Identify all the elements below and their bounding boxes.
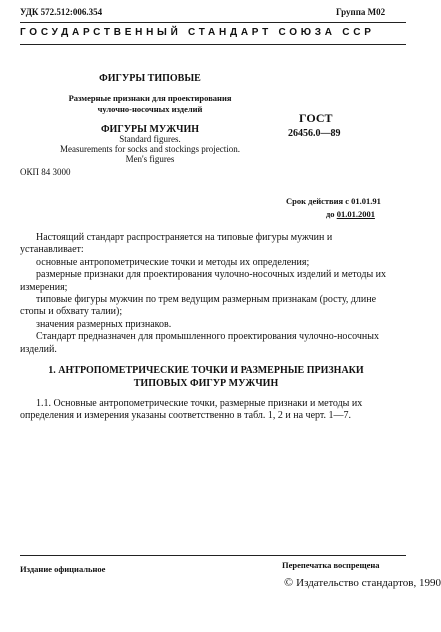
- validity-end: [326, 209, 375, 219]
- copyright-text: Издательство стандартов, 1990: [296, 577, 441, 589]
- validity-start: Срок действия с 01.01.91: [286, 196, 381, 206]
- section-1-text: [20, 398, 392, 423]
- title-english-3: Men's figures: [125, 154, 175, 164]
- section-1-paragraph: 1.1. Основные антропометрические точки, размерные признаки и методы их определения и измерения указаны соответственно в табл. 1, 2 и на черт. 1—7.: [20, 398, 363, 422]
- gost-number: 26456.0—89: [288, 128, 341, 139]
- title-main: ФИГУРЫ ТИПОВЫЕ: [99, 73, 201, 84]
- gost-label: ГОСТ: [299, 111, 333, 125]
- copyright-line: [284, 575, 441, 590]
- title-subtitle-2: чулочно-носочных изделий: [97, 104, 203, 114]
- header-rule-top: [20, 22, 406, 23]
- validity-end-date: 01.01.2001: [336, 209, 375, 219]
- intro-purpose: Стандарт предназначен для промышленного проектирования чулочно-носочных изделий.: [20, 331, 379, 355]
- reprint-prohibited-label: Перепечатка воспрещена: [282, 560, 380, 570]
- group-code: Группа М02: [336, 7, 386, 17]
- okp-code: ОКП 84 3000: [20, 167, 71, 177]
- intro-list-item: типовые фигуры мужчин по трем ведущим размерным признакам (росту, длине стопы и обхвату талии);: [20, 294, 377, 318]
- copyright-icon: ©: [284, 575, 294, 589]
- header-rule-bottom: [20, 44, 406, 45]
- intro-paragraph: Настоящий стандарт распространяется на типовые фигуры мужчин и устанавливает:: [20, 232, 333, 256]
- title-english-1: Standard figures.: [119, 134, 181, 144]
- title-subtitle-1: Размерные признаки для проектирования: [68, 93, 232, 103]
- intro-list-item: размерные признаки для проектирования чулочно-носочных изделий и методы их измерения;: [20, 269, 387, 293]
- intro-text: [20, 232, 392, 356]
- udk-code: УДК 572.512:006.354: [20, 7, 103, 17]
- title-english-2: Measurements for socks and stockings projection.: [60, 144, 240, 154]
- intro-list-item: значения размерных признаков.: [36, 318, 172, 330]
- validity-end-prefix: до: [326, 209, 335, 219]
- intro-list-item: основные антропометрические точки и методы их определения;: [36, 256, 310, 268]
- official-edition-label: Издание официальное: [20, 564, 106, 574]
- section-1-title-line-1: 1. АНТРОПОМЕТРИЧЕСКИЕ ТОЧКИ И РАЗМЕРНЫЕ ПРИЗНАКИ: [48, 365, 364, 376]
- section-1-title-line-2: ТИПОВЫХ ФИГУР МУЖЧИН: [133, 378, 279, 389]
- gosstandart-banner: ГОСУДАРСТВЕННЫЙ СТАНДАРТ СОЮЗА ССР: [20, 27, 375, 38]
- title-men-figures: ФИГУРЫ МУЖЧИН: [100, 124, 200, 135]
- footer-rule: [20, 555, 406, 556]
